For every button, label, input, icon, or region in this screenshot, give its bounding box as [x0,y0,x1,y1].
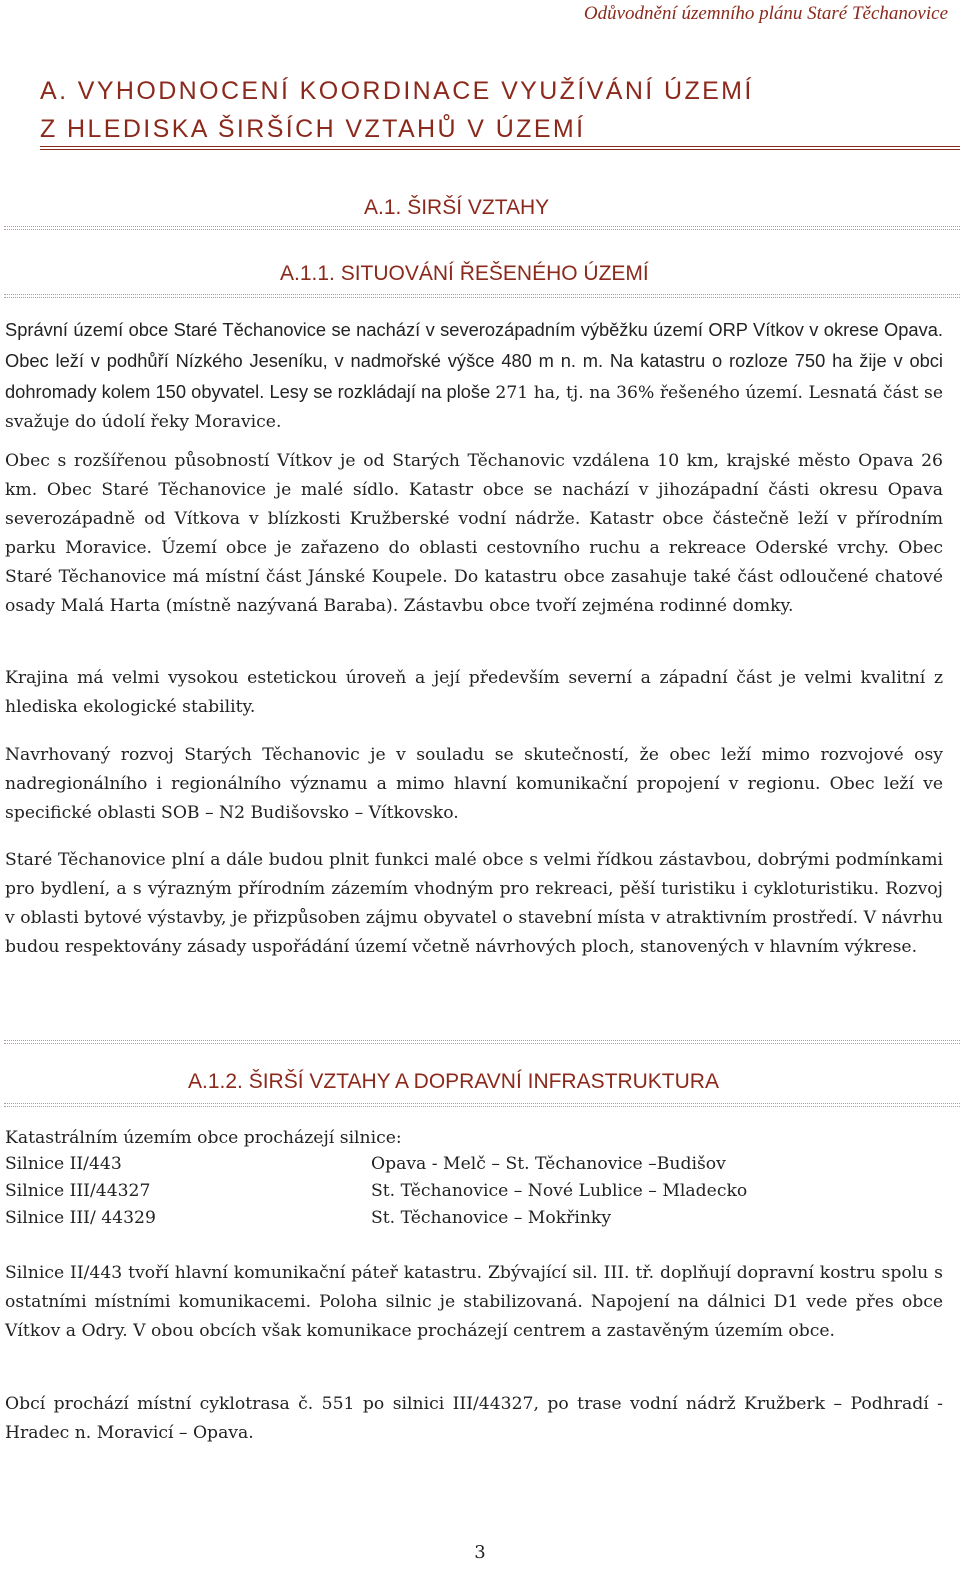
section-rule-a1 [4,226,960,230]
road-row [5,1205,945,1232]
paragraph-situation [5,315,943,437]
road-route: St. Těchanovice – Mokřinky [371,1208,612,1228]
paragraph-roads: Silnice II/443 tvoří hlavní komunikační páteř katastru. Zbývající sil. III. tř. doplňují dopravní kostru spolu s ostatními místními komunikacemi. Poloha silnic je stabilizovaná. Napojení na dálnici D1 vede přes obce Vítkov a Odry. V obou obcích však komunikace procházejí centrem a zastavěným územím obce. [5,1263,943,1341]
paragraph-situation-sans-part: Správní území obce Staré Těchanovice se nachází v severozápadním výběžku území ORP Vítkov v okrese Opava. Obec leží v podhůří Nízkého Jeseníku, v nadmořské výšce 480 m n. m. Na katastru o rozloze 750 ha žije v obci dohromady kolem 150 obyvatel. Lesy se rozkládají na ploše [5,319,943,402]
paragraph-function: Staré Těchanovice plní a dále budou plnit funkci malé obce s velmi řídkou zástavbou, dobrými podmínkami pro bydlení, a s výrazným přírodním zázemím vhodným pro rekreaci, pěší turistiku i cykloturistiku. Rozvoj v oblasti bytové výstavby, je přizpůsoben zájmu obyvatel o stavební místa v atraktivním prostředí. V návrhu budou respektovány zásady uspořádání území včetně návrhových ploch, stanovených v hlavním výkrese. [5,850,943,957]
section-heading-a11: A.1.1. SITUOVÁNÍ ŘEŠENÉHO ÚZEMÍ [280,262,649,285]
paragraph-cycle-route: Obcí prochází místní cyklotrasa č. 551 po silnici III/44327, po trase vodní nádrž Kružberk – Podhradí - Hradec n. Moravicí – Opava. [5,1394,943,1443]
section-heading-a12: A.1.2. ŠIRŠÍ VZTAHY A DOPRAVNÍ INFRASTRUKTURA [188,1070,719,1093]
running-header: Odůvodnění územního plánu Staré Těchanovice [583,3,948,24]
road-route: St. Těchanovice – Nové Lublice – Mladecko [371,1181,748,1201]
chapter-title-line2: Z HLEDISKA ŠIRŠÍCH VZTAHŮ V ÚZEMÍ [40,115,586,143]
paragraph-development: Navrhovaný rozvoj Starých Těchanovic je v souladu se skutečností, že obec leží mimo rozvojové osy nadregionálního i regionálního významu a mimo hlavní komunikační propojení v regionu. Obec leží ve specifické oblasti SOB – N2 Budišovsko – Vítkovsko. [5,745,943,823]
roads-list [5,1151,945,1232]
section-rule-a12 [4,1103,960,1107]
roads-intro: Katastrálním územím obce procházejí silnice: [5,1128,402,1148]
chapter-title-line1: A. VYHODNOCENÍ KOORDINACE VYUŽÍVÁNÍ ÚZEMÍ [40,77,754,105]
road-row [5,1151,945,1178]
paragraph-situation-serif-part: 271 ha, tj. na 36% řešeného území. Lesnatá část se svažuje do údolí řeky Moravice. [5,383,943,432]
road-name: Silnice III/44327 [5,1181,151,1201]
page-number: 3 [474,1542,486,1563]
section-rule-a11 [4,294,960,298]
road-name: Silnice III/ 44329 [5,1208,156,1228]
chapter-title-rule [40,146,960,150]
paragraph-location: Obec s rozšířenou působností Vítkov je od Starých Těchanovic vzdálena 10 km, krajské město Opava 26 km. Obec Staré Těchanovice je malé sídlo. Katastr obce se nachází v jihozápadní části okresu Opava severozápadně od Vítkova v blízkosti Kružberské vodní nádrže. Katastr obce částečně leží v přírodním parku Moravice. Území obce je zařazeno do oblasti cestovního ruchu a rekreace Oderské vrchy. Obec Staré Těchanovice má místní část Jánské Koupele. Do katastru obce zasahuje také část odloučené chatové osady Malá Harta (místně nazývaná Baraba). Zástavbu obce tvoří zejména rodinné domky. [5,451,943,616]
section-heading-a1: A.1. ŠIRŠÍ VZTAHY [364,196,550,219]
road-row [5,1178,945,1205]
road-name: Silnice II/443 [5,1154,122,1174]
section-rule-a12-top [4,1040,960,1044]
chapter-title [40,72,754,148]
road-route: Opava - Melč – St. Těchanovice –Budišov [371,1154,726,1174]
paragraph-landscape: Krajina má velmi vysokou estetickou úroveň a její především severní a západní část je velmi kvalitní z hlediska ekologické stability. [5,668,943,717]
